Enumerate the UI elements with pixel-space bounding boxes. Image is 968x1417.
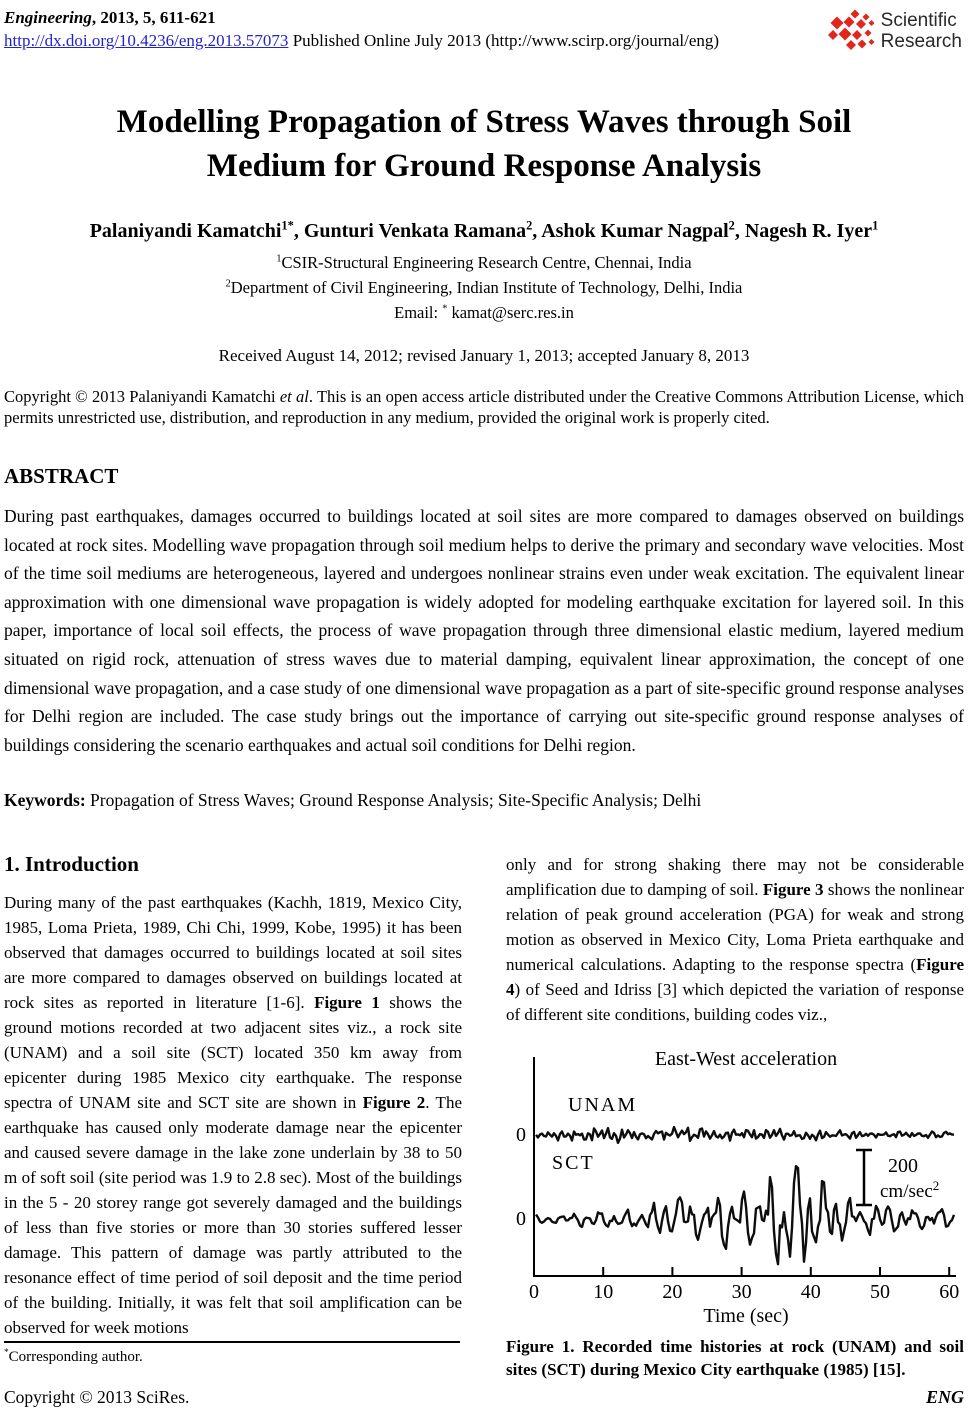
paragraph-text: shows the nonlinear relation of peak ground acceleration (PGA) for weak and strong motion as observed in Mexico City, Loma Prieta earthquake and numerical calculations. Adapting to the response spectra ( — [506, 880, 964, 975]
svg-text:40: 40 — [800, 1281, 821, 1304]
paragraph-text: shows the ground motions recorded at two adjacent sites viz., a rock site (UNAM) and a soil site (SCT) located 350 km away from epicenter during 1985 Mexico city earthquake. The response spectra of UNAM site and SCT site are shown in — [4, 993, 462, 1113]
svg-text:Time (sec): Time (sec) — [703, 1305, 789, 1328]
email-label: Email: — [394, 303, 443, 322]
figure-reference: Figure 4 — [506, 955, 964, 1000]
two-column-body — [4, 852, 964, 1381]
affiliations — [4, 250, 964, 325]
publisher-name-line2: Research — [880, 31, 962, 52]
publisher-name — [881, 10, 962, 52]
page-footer — [4, 1387, 964, 1408]
affiliation-line: $^2$Department of Civil Engineering, Indian Institute of Technology, Delhi, India — [225, 278, 743, 297]
received-line: Received August 14, 2012; revised January 1, 2013; accepted January 8, 2013 — [218, 346, 750, 365]
corresponding-author-footnote — [4, 1341, 460, 1367]
publisher-name-line1: Scientific — [880, 10, 957, 31]
svg-text:0: 0 — [529, 1281, 539, 1304]
svg-text:East-West acceleration: East-West acceleration — [654, 1048, 838, 1071]
svg-text:10: 10 — [593, 1281, 614, 1304]
affiliation-line: $^1$CSIR-Structural Engineering Research Centre, Chennai, India — [276, 253, 692, 272]
email-asterisk: * — [442, 303, 448, 315]
section-heading-introduction: 1. Introduction — [4, 852, 139, 877]
copyright-notice — [4, 386, 964, 428]
email-line — [4, 300, 964, 325]
figure-1-caption: Figure 1. Recorded time histories at rock (UNAM) and soil sites (SCT) during Mexico City earthquake (1985) [15]. — [506, 1337, 964, 1380]
author-list: Palaniyandi Kamatchi$^{1*}$, Gunturi Venkata Ramana$^2$, Ashok Kumar Nagpal$^2$, Nagesh R. Iyer$^1$ — [89, 218, 879, 242]
page-header — [4, 6, 964, 54]
journal-issue-info: , 2013, 5, 611-621 — [91, 8, 216, 27]
paper-title-line1: Modelling Propagation of Stress Waves through Soil — [116, 104, 852, 140]
figure-reference: Figure 1 — [314, 993, 380, 1013]
keywords-label: Keywords: — [4, 790, 86, 811]
journal-info — [4, 6, 719, 52]
paragraph-text: . The earthquake has caused only moderate damage near the epicenter and caused severe damage in the lake zone underlain by 38 to 50 m of soft soil (site period was 1.9 to 2.8 sec). Most of the buildings in the 5 - 20 storey range got severely damaged and the buildings of less than five stories or more than 30 stories suffered lesser damage. This pattern of damage was partly attributed to the resonance effect of time period of soil deposit and the time period of the building. Initially, it was felt that soil amplification can be observed for week motions — [4, 1093, 462, 1338]
copyright-etal: et al — [279, 387, 309, 406]
scientific-research-logo-icon — [828, 8, 876, 54]
footer-journal-code: ENG — [925, 1387, 964, 1407]
published-text: Published Online July 2013 (http://www.scirp.org/journal/eng) — [288, 31, 720, 50]
svg-text:0: 0 — [516, 1208, 526, 1231]
abstract-text: During past earthquakes, damages occurred to buildings located at soil sites are more compared to damages observed on buildings located at rock sites. Modelling wave propagation through soil medium helps to derive the primary and secondary wave velocities. Most of the time soil mediums are heterogeneous, layered and undergoes nonlinear strains even under weak excitation. The equivalent linear approximation with one dimensional wave propagation is widely adopted for modeling earthquake excitation for layered soil. In this paper, importance of local soil effects, the process of wave propagation through three dimensional elastic medium, layered medium situated on rigid rock, attenuation of stress waves due to material damping, equivalent linear approximation, the concept of one dimensional wave propagation, and a case study of one dimensional wave propagation as a part of site-specific ground response analyses for Delhi region are included. The case study brings out the importance of carrying out site-specific ground response analyses of buildings considering the scenario earthquakes and actual soil conditions for Delhi region. — [4, 506, 964, 755]
keywords-line — [4, 788, 964, 812]
svg-text:20: 20 — [662, 1281, 683, 1304]
published-line — [4, 29, 719, 52]
keywords-text: Propagation of Stress Waves; Ground Response Analysis; Site-Specific Analysis; Delhi — [85, 790, 702, 811]
svg-text:200: 200 — [888, 1155, 918, 1178]
left-column — [4, 852, 462, 1381]
svg-text:UNAM: UNAM — [568, 1094, 638, 1117]
footnote-asterisk: * — [4, 1348, 9, 1358]
svg-text:50: 50 — [870, 1281, 890, 1304]
footer-copyright: Copyright © 2013 SciRes. — [4, 1387, 190, 1407]
right-column-paragraph — [506, 852, 964, 1027]
paper-title — [4, 100, 964, 188]
footnote-text: Corresponding author. — [8, 1349, 143, 1365]
figure-reference: Figure 2 — [362, 1093, 426, 1113]
email-address: kamat@serc.res.in — [447, 303, 574, 322]
paragraph-text: ) of Seed and Idriss [3] which depicted the variation of response of different site conditions, building codes viz., — [506, 980, 964, 1025]
svg-text:0: 0 — [516, 1124, 526, 1147]
paragraph-text: only and for strong shaking there may not be considerable amplification due to damping of soil. — [506, 855, 964, 900]
publisher-logo — [828, 8, 962, 54]
introduction-paragraph — [4, 890, 462, 1340]
svg-text:30: 30 — [731, 1281, 752, 1304]
copyright-post: . This is an open access article distributed under the Creative Commons Attribution License, which permits unrestricted use, distribution, and reproduction in any medium, provided the original work is properly cited. — [4, 387, 964, 427]
figure-reference: Figure 3 — [762, 880, 824, 900]
copyright-pre: Copyright © 2013 Palaniyandi Kamatchi — [4, 387, 280, 406]
journal-name: Engineering — [4, 8, 92, 27]
svg-text:SCT: SCT — [552, 1152, 595, 1175]
journal-line — [4, 6, 719, 29]
doi-link[interactable]: http://dx.doi.org/10.4236/eng.2013.57073 — [4, 31, 289, 50]
figure-1 — [506, 1039, 964, 1381]
figure-1-chart — [506, 1039, 964, 1329]
affiliation-lines — [4, 250, 964, 300]
paper-title-line2: Medium for Ground Response Analysis — [206, 148, 762, 184]
abstract-heading: ABSTRACT — [4, 464, 119, 488]
paragraph-text: During many of the past earthquakes (Kachh, 1819, Mexico City, 1985, Loma Prieta, 1989, Chi Chi, 1999, Kobe, 1995) it has been observed that damages occurred to buildings located at soil sites are more compared to damages observed on buildings located at rock sites as reported in literature [1-6]. — [4, 893, 462, 1013]
svg-text:cm/sec2: $cm/\sec^2$ — [880, 1178, 940, 1203]
right-column — [506, 852, 964, 1381]
svg-text:60: 60 — [939, 1281, 960, 1304]
